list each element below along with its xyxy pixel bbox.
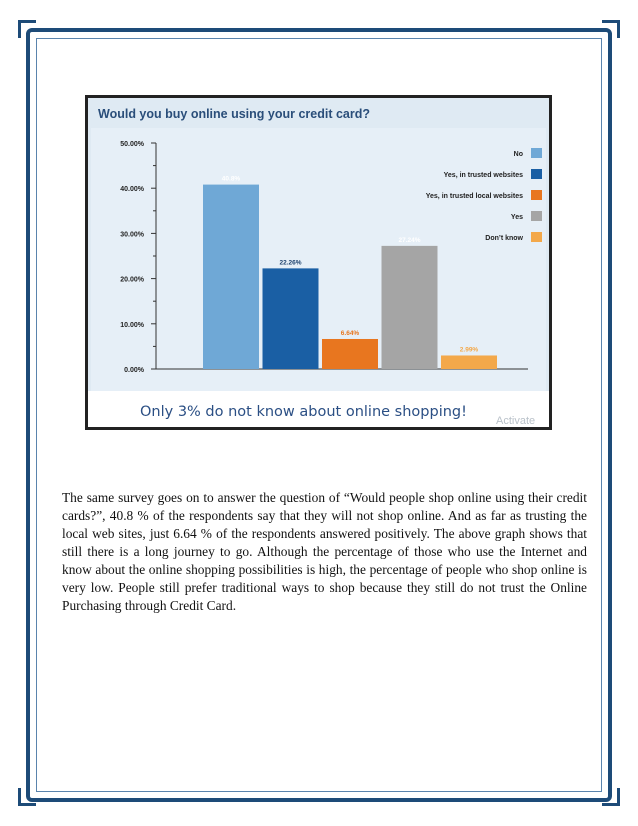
legend-label: Yes, in trusted local websites [425,193,523,200]
y-tick-label: 0.00% [124,367,144,374]
legend-swatch [531,148,542,158]
bar-data-label: 40.8% [221,175,241,183]
legend-label: Yes [510,214,523,221]
chart-title: Would you buy online using your credit card? [98,107,371,121]
bar-data-label: 2.99% [459,346,479,354]
legend-swatch [531,211,542,221]
bar-data-label: 27.24% [398,236,421,244]
y-tick-label: 40.00% [120,186,144,194]
y-tick-label: 10.00% [120,321,144,329]
y-tick-label: 20.00% [120,276,144,284]
bar [382,246,438,369]
bar [203,185,259,369]
legend-label: No [513,151,523,158]
legend-label: Yes, in trusted websites [443,172,523,179]
legend-swatch [531,232,542,242]
bar-chart [88,98,549,427]
y-tick-label: 30.00% [120,231,144,239]
bar [322,339,378,369]
legend-swatch [531,190,542,200]
legend-swatch [531,169,542,179]
bar [441,355,497,369]
chart-caption: Only 3% do not know about online shopping! [140,404,467,420]
body-paragraph: The same survey goes on to answer the question of “Would people shop online using their credit cards?”, 40.8 % of the respondents say that they will not shop online. And as far as trusting the local web sites, just 6.64 % of the respondents answered positively. The above graph shows that still there is a long journey to go. Although the percentage of those who use the Internet and know about the online shopping possibilities is high, the percentage of people who shop online is very low. People still prefer traditional ways to shop because they still do not trust the Online Purchasing through Credit Card. [62,490,587,613]
chart-image [85,95,552,430]
y-tick-label: 50.00% [120,141,144,148]
bar-data-label: 22.26% [279,259,302,267]
watermark-text: Activate [496,415,536,427]
bar [263,268,319,369]
legend-label: Don’t know [485,235,523,242]
bar-data-label: 6.64% [340,329,360,337]
